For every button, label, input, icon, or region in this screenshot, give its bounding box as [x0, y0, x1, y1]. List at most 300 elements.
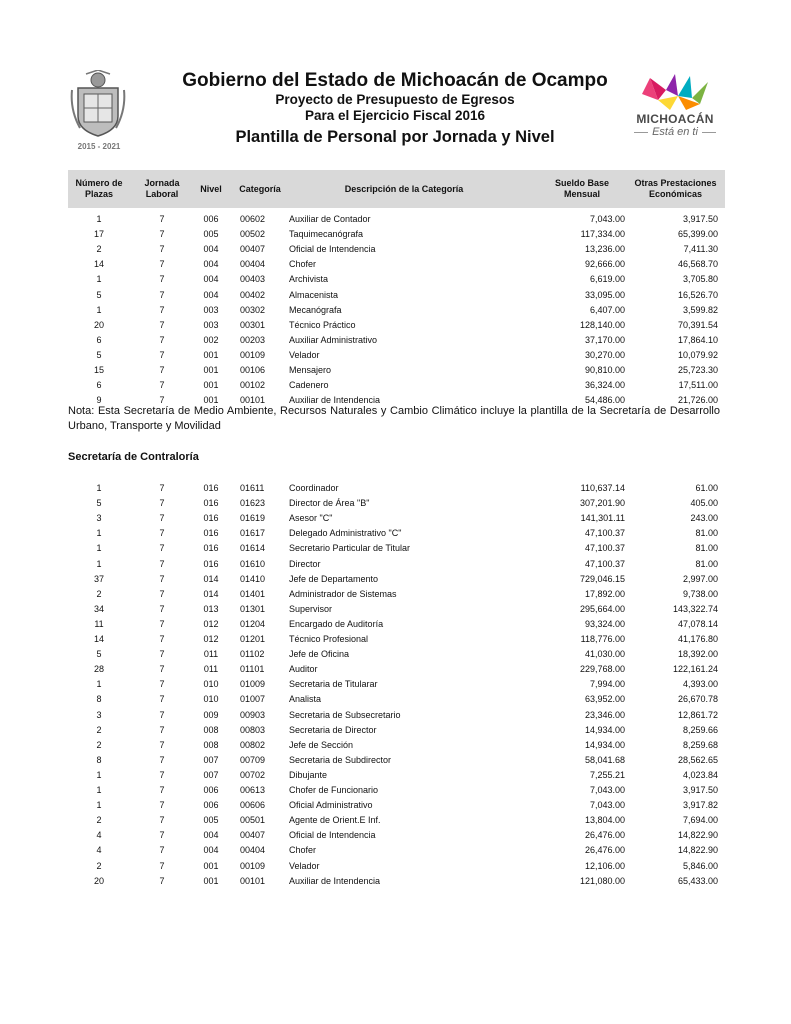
- table-note: Nota: Esta Secretaría de Medio Ambiente, Recursos Naturales y Cambio Climático incluye la plantilla de la Secretaría de Desarrollo Urbano, Transporte y Movilidad: [68, 405, 720, 432]
- table-row: [68, 632, 725, 647]
- cell-nivel: 011: [203, 649, 219, 660]
- cell-sueldo: 7,994.00: [589, 679, 625, 690]
- cell-plazas: 5: [96, 649, 102, 660]
- cell-sueldo: 47,100.37: [584, 543, 625, 554]
- cell-jornada: 7: [159, 694, 165, 705]
- table-row: [68, 798, 725, 813]
- table-row: [68, 587, 725, 602]
- col-header-jornada: Jornada Laboral: [144, 178, 180, 199]
- state-coat-of-arms-icon: [68, 70, 128, 140]
- cell-nivel: 006: [203, 800, 219, 811]
- table-row: [68, 272, 725, 287]
- cell-plazas: 17: [93, 229, 104, 240]
- cell-otras: 65,433.00: [677, 875, 718, 886]
- cell-descripcion: Archivista: [289, 274, 329, 285]
- cell-sueldo: 92,666.00: [584, 259, 625, 270]
- logo-wordmark: MICHOACÁN: [636, 112, 714, 126]
- cell-descripcion: Coordinador: [289, 483, 339, 493]
- col-header-sueldo: Sueldo Base Mensual: [554, 178, 610, 199]
- cell-jornada: 7: [159, 244, 165, 255]
- cell-categoria: 01101: [240, 664, 265, 675]
- cell-otras: 9,738.00: [682, 588, 718, 599]
- cell-sueldo: 41,030.00: [584, 649, 625, 660]
- cell-sueldo: 26,476.00: [584, 845, 625, 856]
- cell-otras: 47,078.14: [677, 618, 718, 629]
- cell-categoria: 00106: [240, 365, 266, 375]
- cell-otras: 12,861.72: [677, 709, 718, 720]
- cell-categoria: 01614: [240, 543, 266, 554]
- cell-jornada: 7: [159, 528, 165, 539]
- cell-sueldo: 295,664.00: [579, 603, 625, 614]
- cell-jornada: 7: [159, 543, 165, 554]
- cell-categoria: 01201: [240, 634, 266, 644]
- cell-nivel: 009: [203, 709, 219, 720]
- cell-descripcion: Administrador de Sistemas: [289, 588, 397, 599]
- cell-nivel: 008: [203, 739, 219, 750]
- cell-otras: 14,822.90: [677, 845, 718, 856]
- cell-otras: 4,023.84: [682, 769, 718, 780]
- table-row: [68, 783, 725, 798]
- cell-otras: 143,322.74: [672, 603, 718, 614]
- cell-descripcion: Velador: [289, 349, 320, 360]
- cell-plazas: 4: [96, 830, 102, 841]
- cell-nivel: 001: [203, 395, 219, 406]
- cell-otras: 41,176.80: [677, 634, 718, 644]
- cell-nivel: 001: [203, 875, 219, 886]
- table-row: [68, 859, 725, 874]
- table-row: [68, 242, 725, 257]
- cell-nivel: 001: [203, 380, 219, 391]
- cell-plazas: 5: [96, 498, 102, 509]
- cell-nivel: 001: [203, 365, 219, 375]
- cell-otras: 16,526.70: [677, 289, 718, 300]
- cell-nivel: 010: [203, 679, 219, 690]
- cell-descripcion: Director de Área "B": [289, 498, 370, 509]
- cell-categoria: 00404: [240, 845, 266, 856]
- cell-categoria: 01301: [240, 603, 266, 614]
- cell-plazas: 6: [96, 380, 102, 391]
- cell-categoria: 00407: [240, 244, 266, 255]
- cell-sueldo: 118,776.00: [580, 634, 625, 644]
- cell-jornada: 7: [159, 214, 165, 224]
- cell-categoria: 00709: [240, 754, 266, 765]
- cell-categoria: 01410: [240, 573, 266, 584]
- cell-jornada: 7: [159, 334, 165, 345]
- cell-sueldo: 6,619.00: [589, 274, 625, 285]
- cell-sueldo: 7,043.00: [589, 214, 625, 224]
- cell-sueldo: 23,346.00: [584, 709, 625, 720]
- cell-jornada: 7: [159, 724, 165, 735]
- cell-descripcion: Director: [289, 558, 321, 569]
- cell-otras: 81.00: [695, 528, 718, 539]
- cell-otras: 65,399.00: [677, 229, 718, 240]
- cell-categoria: 00403: [240, 274, 266, 285]
- table-row: [68, 874, 725, 889]
- cell-descripcion: Oficial de Intendencia: [289, 244, 376, 255]
- cell-categoria: 00101: [240, 395, 266, 406]
- cell-categoria: 00109: [240, 860, 266, 871]
- cell-jornada: 7: [159, 483, 165, 493]
- cell-nivel: 006: [203, 785, 219, 795]
- cell-nivel: 012: [203, 634, 219, 644]
- cell-nivel: 016: [203, 513, 219, 524]
- cell-jornada: 7: [159, 875, 165, 886]
- table-row: [68, 753, 725, 768]
- cell-plazas: 1: [96, 483, 102, 493]
- cell-plazas: 34: [93, 603, 104, 614]
- cell-plazas: 3: [96, 513, 102, 524]
- cell-jornada: 7: [159, 259, 165, 270]
- seal-years: 2015 - 2021: [77, 142, 121, 151]
- cell-jornada: 7: [159, 785, 165, 795]
- cell-nivel: 002: [203, 334, 219, 345]
- cell-descripcion: Mecanógrafa: [289, 304, 342, 315]
- cell-descripcion: Taquimecanógrafa: [289, 229, 364, 240]
- cell-jornada: 7: [159, 558, 165, 569]
- cell-plazas: 1: [96, 558, 102, 569]
- cell-descripcion: Jefe de Departamento: [289, 573, 379, 584]
- cell-plazas: 9: [96, 395, 102, 406]
- cell-jornada: 7: [159, 588, 165, 599]
- cell-descripcion: Analista: [289, 694, 322, 705]
- cell-categoria: 00606: [240, 800, 266, 811]
- cell-jornada: 7: [159, 664, 165, 675]
- cell-nivel: 004: [203, 830, 219, 841]
- cell-otras: 243.00: [690, 513, 718, 524]
- cell-jornada: 7: [159, 304, 165, 315]
- cell-otras: 4,393.00: [682, 679, 718, 690]
- cell-otras: 10,079.92: [677, 349, 718, 360]
- cell-descripcion: Auxiliar de Intendencia: [289, 395, 381, 406]
- cell-plazas: 2: [96, 244, 102, 255]
- cell-plazas: 1: [96, 679, 102, 690]
- cell-otras: 8,259.68: [682, 739, 718, 750]
- cell-descripcion: Encargado de Auditoría: [289, 618, 384, 629]
- table-row: [68, 572, 725, 587]
- cell-categoria: 00203: [240, 334, 266, 345]
- cell-otras: 122,161.24: [672, 664, 718, 675]
- cell-otras: 26,670.78: [677, 694, 718, 705]
- cell-categoria: 00102: [240, 380, 266, 391]
- section-title-contraloria: Secretaría de Contraloría: [68, 451, 199, 463]
- cell-otras: 2,997.00: [682, 573, 718, 584]
- table-row: [68, 257, 725, 272]
- cell-plazas: 4: [96, 845, 102, 856]
- cell-nivel: 014: [203, 573, 219, 584]
- cell-categoria: 01610: [240, 558, 266, 569]
- cell-nivel: 008: [203, 724, 219, 735]
- budget-subtitle: Proyecto de Presupuesto de Egresos: [275, 92, 515, 107]
- cell-sueldo: 58,041.68: [584, 754, 625, 765]
- col-header-categoria: Categoría: [239, 183, 281, 194]
- col-header-descripcion: Descripción de la Categoría: [344, 183, 464, 194]
- table-row: [68, 662, 725, 677]
- cell-nivel: 004: [203, 845, 219, 856]
- cell-jornada: 7: [159, 649, 165, 660]
- cell-plazas: 14: [93, 634, 104, 644]
- cell-otras: 8,259.66: [682, 724, 718, 735]
- cell-nivel: 001: [203, 349, 219, 360]
- cell-otras: 81.00: [695, 543, 718, 554]
- cell-jornada: 7: [159, 634, 165, 644]
- cell-descripcion: Cadenero: [289, 380, 329, 391]
- cell-plazas: 37: [93, 573, 104, 584]
- cell-jornada: 7: [159, 498, 165, 509]
- cell-descripcion: Asesor "C": [289, 513, 333, 524]
- cell-sueldo: 33,095.00: [584, 289, 625, 300]
- cell-jornada: 7: [159, 274, 165, 285]
- cell-descripcion: Chofer: [289, 845, 317, 856]
- table-row: [68, 723, 725, 738]
- cell-categoria: 00903: [240, 709, 266, 720]
- cell-descripcion: Jefe de Oficina: [289, 649, 350, 660]
- cell-sueldo: 12,106.00: [584, 860, 625, 871]
- cell-sueldo: 110,637.14: [580, 483, 625, 493]
- cell-nivel: 007: [203, 754, 219, 765]
- cell-plazas: 1: [96, 274, 102, 285]
- cell-sueldo: 14,934.00: [584, 739, 625, 750]
- cell-otras: 3,917.50: [682, 785, 718, 795]
- cell-nivel: 004: [203, 259, 219, 270]
- cell-sueldo: 307,201.90: [579, 498, 625, 509]
- cell-plazas: 1: [96, 769, 102, 780]
- cell-otras: 81.00: [695, 558, 718, 569]
- cell-otras: 3,705.80: [682, 274, 718, 285]
- cell-descripcion: Jefe de Sección: [289, 739, 354, 750]
- table-row: [68, 557, 725, 572]
- cell-plazas: 1: [96, 800, 102, 811]
- cell-descripcion: Oficial Administrativo: [289, 800, 373, 811]
- cell-categoria: 00702: [240, 769, 266, 780]
- cell-plazas: 1: [96, 528, 102, 539]
- cell-descripcion: Agente de Orient.E Inf.: [289, 815, 381, 826]
- cell-plazas: 1: [96, 543, 102, 554]
- table-row: [68, 303, 725, 318]
- cell-categoria: 01009: [240, 679, 266, 690]
- table-row: [68, 378, 725, 393]
- cell-descripcion: Delegado Administrativo "C": [289, 528, 402, 539]
- cell-jornada: 7: [159, 860, 165, 871]
- cell-categoria: 00402: [240, 289, 266, 300]
- cell-jornada: 7: [159, 513, 165, 524]
- cell-nivel: 003: [203, 304, 219, 315]
- cell-jornada: 7: [159, 754, 165, 765]
- cell-nivel: 012: [203, 618, 219, 629]
- cell-categoria: 01102: [240, 649, 265, 660]
- cell-sueldo: 13,804.00: [584, 815, 625, 826]
- cell-nivel: 004: [203, 244, 219, 255]
- cell-jornada: 7: [159, 618, 165, 629]
- cell-nivel: 003: [203, 319, 219, 330]
- cell-sueldo: 47,100.37: [584, 558, 625, 569]
- table-row: [68, 677, 725, 692]
- cell-categoria: 00502: [240, 229, 266, 240]
- cell-nivel: 006: [203, 214, 219, 224]
- cell-sueldo: 117,334.00: [580, 229, 625, 240]
- table-row: [68, 738, 725, 753]
- cell-otras: 46,568.70: [677, 259, 718, 270]
- cell-plazas: 8: [96, 694, 102, 705]
- cell-nivel: 005: [203, 229, 219, 240]
- table-row: [68, 212, 725, 227]
- cell-nivel: 007: [203, 769, 219, 780]
- cell-nivel: 004: [203, 274, 219, 285]
- table-row: [68, 828, 725, 843]
- table-row: [68, 363, 725, 378]
- cell-jornada: 7: [159, 603, 165, 614]
- cell-sueldo: 6,407.00: [589, 304, 625, 315]
- cell-nivel: 016: [203, 528, 219, 539]
- cell-plazas: 28: [93, 664, 104, 675]
- table-row: [68, 813, 725, 828]
- cell-plazas: 2: [96, 815, 102, 826]
- cell-jornada: 7: [159, 365, 165, 375]
- staff-template-title: Plantilla de Personal por Jornada y Nivel: [235, 128, 555, 146]
- cell-otras: 3,917.50: [682, 214, 718, 224]
- cell-jornada: 7: [159, 395, 165, 406]
- cell-descripcion: Chofer: [289, 259, 317, 270]
- cell-nivel: 014: [203, 588, 219, 599]
- table-row: [68, 617, 725, 632]
- cell-jornada: 7: [159, 709, 165, 720]
- cell-sueldo: 54,486.00: [584, 395, 625, 406]
- cell-descripcion: Secretaria de Titularar: [289, 679, 378, 690]
- cell-descripcion: Auditor: [289, 664, 318, 675]
- col-header-otras: Otras Prestaciones Económicas: [634, 178, 717, 199]
- cell-nivel: 005: [203, 815, 219, 826]
- logo-tagline: Está en ti: [622, 126, 728, 138]
- cell-otras: 28,562.65: [677, 754, 718, 765]
- cell-sueldo: 121,080.00: [579, 875, 625, 886]
- title-block: [160, 70, 630, 148]
- cell-descripcion: Auxiliar Administrativo: [289, 334, 378, 345]
- cell-categoria: 01623: [240, 498, 266, 509]
- cell-categoria: 00407: [240, 830, 266, 841]
- cell-sueldo: 14,934.00: [584, 724, 625, 735]
- table-row: [68, 288, 725, 303]
- cell-sueldo: 141,301.11: [580, 513, 625, 524]
- cell-descripcion: Mensajero: [289, 365, 332, 375]
- cell-jornada: 7: [159, 815, 165, 826]
- cell-categoria: 00501: [240, 815, 266, 826]
- cell-plazas: 3: [96, 709, 102, 720]
- table-row: [68, 511, 725, 526]
- cell-plazas: 2: [96, 860, 102, 871]
- cell-otras: 7,411.30: [683, 244, 718, 255]
- cell-plazas: 15: [93, 365, 104, 375]
- cell-categoria: 01611: [240, 483, 265, 493]
- cell-plazas: 8: [96, 754, 102, 765]
- table-row: [68, 647, 725, 662]
- cell-sueldo: 229,768.00: [579, 664, 625, 675]
- cell-descripcion: Auxiliar de Contador: [289, 214, 371, 224]
- cell-plazas: 14: [93, 259, 104, 270]
- cell-categoria: 00803: [240, 724, 266, 735]
- cell-descripcion: Supervisor: [289, 603, 333, 614]
- cell-sueldo: 17,892.00: [584, 588, 625, 599]
- table-row: [68, 843, 725, 858]
- table-row: [68, 318, 725, 333]
- cell-sueldo: 26,476.00: [584, 830, 625, 841]
- cell-sueldo: 13,236.00: [584, 244, 625, 255]
- cell-descripcion: Secretario Particular de Titular: [289, 543, 411, 554]
- table-row: [68, 692, 725, 707]
- cell-categoria: 00109: [240, 349, 266, 360]
- table-row: [68, 333, 725, 348]
- cell-descripcion: Secretaria de Director: [289, 724, 377, 735]
- col-header-plazas: Número de Plazas: [75, 178, 123, 199]
- cell-plazas: 6: [96, 334, 102, 345]
- cell-jornada: 7: [159, 739, 165, 750]
- cell-sueldo: 7,255.21: [589, 769, 625, 780]
- cell-descripcion: Técnico Práctico: [289, 319, 356, 330]
- cell-plazas: 1: [96, 304, 102, 315]
- cell-nivel: 004: [203, 289, 219, 300]
- fiscal-year-subtitle: Para el Ejercicio Fiscal 2016: [304, 108, 486, 123]
- cell-plazas: 20: [93, 319, 104, 330]
- cell-plazas: 11: [94, 618, 104, 629]
- cell-descripcion: Secretaria de Subsecretario: [289, 709, 401, 720]
- cell-sueldo: 47,100.37: [584, 528, 625, 539]
- cell-categoria: 01204: [240, 618, 266, 629]
- cell-nivel: 016: [203, 498, 219, 509]
- cell-sueldo: 729,046.15: [579, 573, 625, 584]
- table-row: [68, 481, 725, 496]
- cell-jornada: 7: [159, 319, 165, 330]
- cell-sueldo: 7,043.00: [589, 785, 625, 795]
- cell-otras: 5,846.00: [682, 860, 718, 871]
- cell-jornada: 7: [159, 769, 165, 780]
- cell-plazas: 5: [96, 289, 102, 300]
- cell-nivel: 013: [203, 603, 219, 614]
- cell-otras: 21,726.00: [677, 395, 718, 406]
- cell-sueldo: 7,043.00: [589, 800, 625, 811]
- table-row: [68, 348, 725, 363]
- col-header-nivel: Nivel: [200, 183, 222, 194]
- cell-sueldo: 90,810.00: [584, 365, 625, 375]
- cell-jornada: 7: [159, 679, 165, 690]
- cell-plazas: 2: [96, 739, 102, 750]
- cell-otras: 3,917.82: [682, 800, 718, 811]
- cell-otras: 7,694.00: [682, 815, 718, 826]
- cell-descripcion: Velador: [289, 860, 320, 871]
- cell-descripcion: Dibujante: [289, 769, 328, 780]
- cell-categoria: 00301: [240, 319, 266, 330]
- cell-categoria: 01619: [240, 513, 266, 524]
- cell-sueldo: 63,952.00: [584, 694, 625, 705]
- cell-sueldo: 36,324.00: [584, 380, 625, 391]
- cell-categoria: 00404: [240, 259, 266, 270]
- cell-nivel: 011: [203, 664, 219, 675]
- cell-jornada: 7: [159, 349, 165, 360]
- cell-otras: 25,723.30: [677, 365, 718, 375]
- table-row: [68, 602, 725, 617]
- table-row: [68, 541, 725, 556]
- cell-otras: 3,599.82: [682, 304, 718, 315]
- cell-otras: 17,511.00: [678, 380, 718, 391]
- cell-categoria: 01617: [240, 528, 266, 539]
- cell-categoria: 01007: [240, 694, 266, 705]
- cell-otras: 14,822.90: [677, 830, 718, 841]
- cell-nivel: 010: [203, 694, 219, 705]
- cell-descripcion: Almacenista: [289, 289, 339, 300]
- cell-plazas: 20: [93, 875, 104, 886]
- cell-otras: 61.00: [695, 483, 718, 493]
- cell-plazas: 5: [96, 349, 102, 360]
- cell-descripcion: Oficial de Intendencia: [289, 830, 376, 841]
- table-row: [68, 227, 725, 242]
- cell-jornada: 7: [159, 289, 165, 300]
